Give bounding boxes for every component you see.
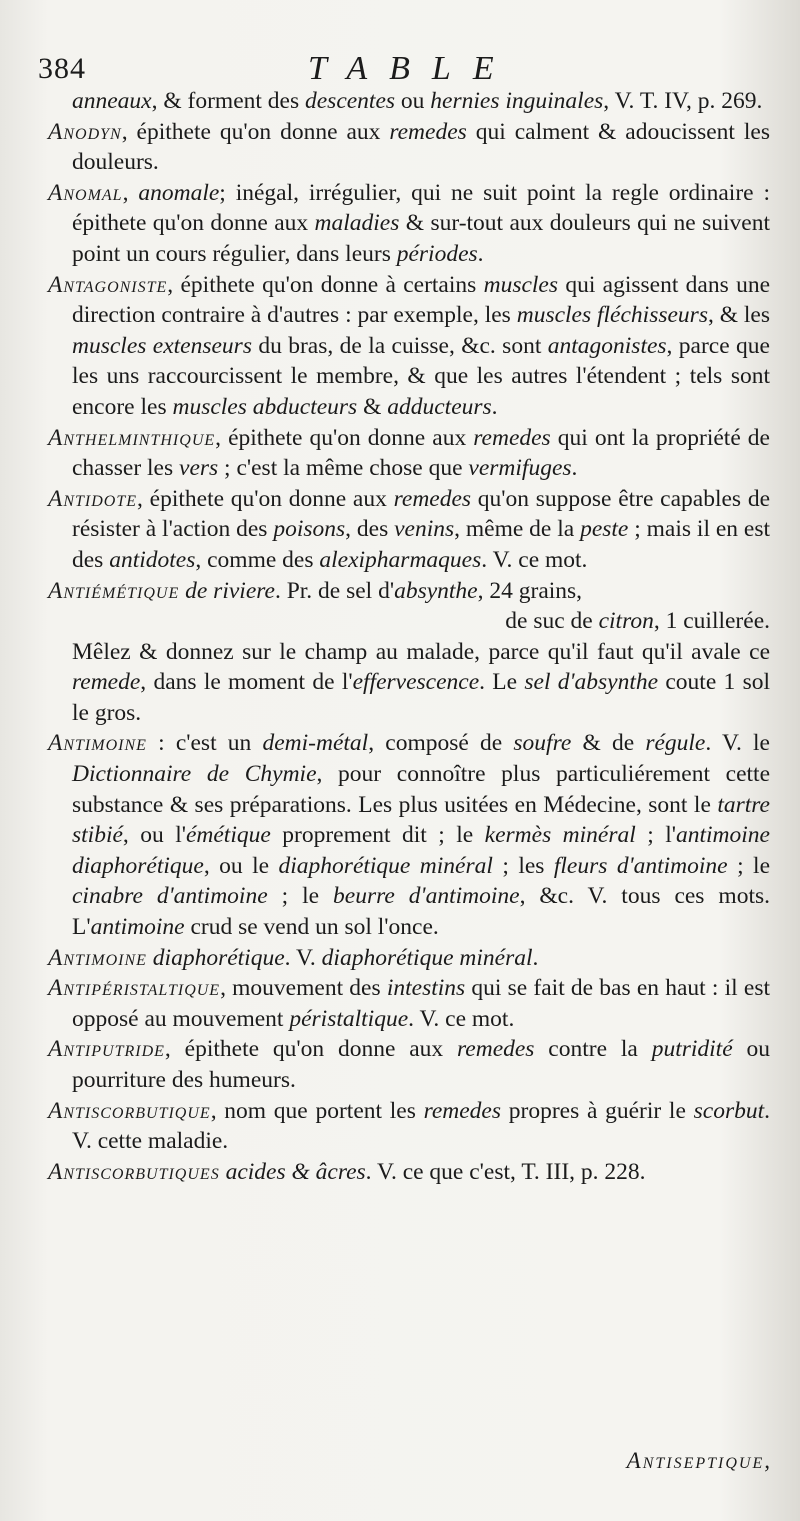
page-number: 384 bbox=[38, 52, 86, 85]
italic-term: soufre bbox=[513, 730, 572, 757]
entry-text: , V. T. IV, p. 269. bbox=[603, 88, 763, 114]
entry-text: & de bbox=[571, 730, 646, 757]
italic-term: anneaux bbox=[72, 88, 152, 114]
italic-term: émétique bbox=[185, 822, 271, 849]
italic-term: antimoine diaphorétique bbox=[72, 822, 770, 879]
entry-text: ; l' bbox=[635, 822, 676, 849]
dictionary-entry bbox=[48, 576, 770, 607]
entry-text: . bbox=[571, 455, 578, 482]
entry-text: . V. ce mot. bbox=[408, 1005, 515, 1032]
italic-term: muscles abducteurs bbox=[172, 393, 358, 420]
entry-text: contre la bbox=[534, 1036, 652, 1063]
dictionary-entry bbox=[48, 423, 770, 484]
dictionary-entry bbox=[48, 943, 770, 974]
entry-text: , épithete qu'on donne aux bbox=[121, 118, 390, 145]
dictionary-entry bbox=[48, 1034, 770, 1095]
italic-term: régule bbox=[645, 730, 706, 757]
entry-text: & bbox=[357, 393, 388, 420]
italic-term: alexipharmaques bbox=[319, 546, 482, 573]
italic-term: remede bbox=[72, 669, 141, 696]
italic-term: fleurs d'antimoine bbox=[553, 852, 728, 879]
dictionary-entry bbox=[48, 86, 770, 117]
entry-text: Mêlez & donnez sur le champ au malade, parce qu'il faut qu'il avale ce bbox=[72, 638, 770, 665]
headword: Anomal bbox=[48, 179, 123, 206]
headword: Antiputride bbox=[48, 1036, 165, 1063]
entry-text: . Le bbox=[479, 669, 525, 696]
headword: Antagoniste bbox=[48, 271, 168, 298]
entry-text: , pour connoître plus particuliérement cette substance & ses préparations. Les plus usitées en Médecine, sont le bbox=[72, 761, 771, 818]
italic-term: diaphorétique minéral bbox=[278, 852, 493, 879]
italic-term: remedes bbox=[473, 424, 551, 451]
italic-term: anomale bbox=[138, 179, 220, 206]
entry-text: proprement dit ; le bbox=[270, 822, 485, 849]
dictionary-entry bbox=[48, 117, 770, 178]
entry-text: crud se vend un sol l'once. bbox=[184, 914, 439, 941]
entry-text: qu'on suppose être capables de résister à l'action des bbox=[72, 485, 770, 543]
italic-term: vermifuges bbox=[468, 455, 572, 482]
entry-text: propres à guérir le bbox=[501, 1097, 694, 1124]
entry-text: . Pr. de sel d' bbox=[274, 577, 395, 604]
headword: Anthelminthique bbox=[48, 424, 216, 451]
headword: Antiscorbutique bbox=[48, 1097, 211, 1124]
headword: Antiémétique bbox=[48, 577, 180, 604]
entry-text: ; inégal, irrégulier, qui ne suit point la regle ordinaire : épithete qu'on donne aux bbox=[72, 179, 771, 237]
italic-term: de riviere bbox=[185, 577, 275, 604]
entry-text: , épithete qu'on donne aux bbox=[137, 485, 394, 512]
italic-term: muscles fléchisseurs bbox=[516, 302, 708, 329]
headword: Antimoine bbox=[48, 944, 147, 971]
italic-term: kermès minéral bbox=[484, 822, 636, 849]
entry-text: , parce que les uns raccourcissent le membre, & que les autres l'étendent ; tels sont encore les bbox=[72, 332, 770, 420]
entry-text: , &c. V. tous ces mots. L' bbox=[72, 883, 770, 941]
italic-term: descentes bbox=[305, 88, 396, 114]
headword: Antimoine bbox=[48, 730, 147, 757]
entry-text: qui ont la propriété de chasser les bbox=[72, 424, 770, 482]
entry-text: . V. bbox=[284, 944, 322, 971]
italic-term: antagonistes bbox=[547, 332, 667, 359]
italic-term: demi-métal bbox=[262, 730, 369, 757]
italic-term: beurre d'antimoine bbox=[333, 883, 520, 910]
italic-term: adducteurs bbox=[387, 393, 492, 420]
entry-text: qui agissent dans une direction contraire à d'autres : par exemple, les bbox=[72, 271, 770, 329]
body-text bbox=[48, 86, 770, 1187]
entry-text: . V. le bbox=[705, 730, 770, 757]
headword: Antiscorbutiques bbox=[48, 1158, 220, 1185]
italic-term: périodes bbox=[396, 240, 478, 267]
entry-text: qui se fait de bas en haut : il est opposé au mouvement bbox=[72, 975, 770, 1032]
entry-text: ; les bbox=[492, 852, 554, 879]
entry-text: , épithete qu'on donne aux bbox=[215, 424, 474, 451]
entry-text: , 1 cuillerée. bbox=[653, 608, 770, 635]
entry-text: , mouvement des bbox=[220, 975, 387, 1002]
entry-text: , épithete qu'on donne à certains bbox=[167, 271, 484, 298]
entry-text: ou pourriture des humeurs. bbox=[72, 1036, 770, 1093]
entry-text: , nom que portent les bbox=[210, 1097, 424, 1124]
entry-text: , ou le bbox=[203, 852, 279, 879]
entry-text: . V. cette maladie. bbox=[72, 1097, 770, 1155]
entry-text: de suc de bbox=[505, 608, 599, 635]
italic-term: diaphorétique minéral bbox=[321, 944, 533, 971]
dictionary-entry bbox=[48, 270, 770, 423]
entry-text: ; le bbox=[267, 883, 334, 910]
entry-text: du bras, de la cuisse, &c. sont bbox=[251, 332, 548, 359]
italic-term: diaphorétique bbox=[152, 944, 285, 971]
entry-text: ; mais il en est des bbox=[72, 516, 771, 573]
entry-text: . bbox=[491, 393, 498, 420]
italic-term: scorbut bbox=[693, 1097, 765, 1124]
headword: Antipéristaltique bbox=[48, 975, 221, 1002]
entry-text: , comme des bbox=[195, 546, 320, 573]
dictionary-entry bbox=[48, 1096, 770, 1157]
entry-text: & sur-tout aux douleurs qui ne suivent point un cours régulier, dans leurs bbox=[72, 210, 770, 267]
headword: Antidote bbox=[48, 485, 138, 512]
italic-term: tartre stibié bbox=[72, 791, 770, 849]
catchword: Antiseptique, bbox=[626, 1448, 772, 1473]
dictionary-entry bbox=[48, 178, 770, 270]
italic-term: poisons bbox=[273, 516, 346, 543]
entry-text: . bbox=[532, 944, 539, 971]
entry-text: , bbox=[122, 179, 139, 206]
entry-text: . bbox=[477, 240, 484, 267]
dictionary-entry bbox=[48, 637, 770, 729]
entry-text: : c'est un bbox=[146, 730, 263, 757]
running-header bbox=[38, 50, 778, 90]
italic-term: sel d'absynthe bbox=[524, 669, 659, 696]
italic-term: Dictionnaire de Chymie bbox=[72, 761, 317, 788]
italic-term: muscles bbox=[483, 271, 558, 298]
entry-text: , ou l' bbox=[122, 822, 186, 849]
italic-term: hernies inguinales bbox=[430, 88, 604, 114]
dictionary-entry bbox=[48, 484, 770, 576]
dictionary-entry bbox=[48, 728, 770, 942]
italic-term: venins bbox=[394, 516, 455, 543]
headword: Anodyn bbox=[48, 118, 122, 145]
italic-term: vers bbox=[179, 455, 219, 482]
entry-text: , & les bbox=[707, 302, 770, 329]
entry-text: , composé de bbox=[368, 730, 514, 757]
entry-text: ; le bbox=[727, 852, 770, 879]
italic-term: antidotes bbox=[109, 546, 196, 573]
entry-text: , & forment des bbox=[151, 88, 305, 114]
italic-term: muscles extenseurs bbox=[72, 332, 252, 359]
italic-term: maladies bbox=[314, 210, 400, 237]
entry-text: ou bbox=[395, 88, 431, 114]
dictionary-entry bbox=[48, 1157, 770, 1188]
entry-text: coute 1 sol le gros. bbox=[72, 669, 770, 726]
entry-text: , même de la bbox=[454, 516, 581, 543]
entry-text: , épithete qu'on donne aux bbox=[164, 1036, 458, 1063]
italic-term: cinabre d'antimoine bbox=[72, 883, 268, 910]
italic-term: antimoine bbox=[90, 914, 185, 941]
italic-term: putridité bbox=[651, 1036, 733, 1063]
dictionary-entry bbox=[48, 606, 770, 637]
entry-text: , 24 grains, bbox=[477, 577, 583, 604]
entry-text: qui calment & adoucissent les douleurs. bbox=[72, 118, 770, 176]
italic-term: remedes bbox=[393, 485, 472, 512]
entry-text: , dans le moment de l' bbox=[140, 669, 353, 696]
running-title: TABLE bbox=[308, 50, 516, 87]
italic-term: péristaltique bbox=[289, 1005, 409, 1032]
entry-text: . V. ce mot. bbox=[481, 546, 588, 573]
entry-text: , des bbox=[345, 516, 395, 543]
italic-term: absynthe bbox=[394, 577, 478, 604]
entry-text: . V. ce que c'est, T. III, p. 228. bbox=[365, 1158, 646, 1185]
entry-text: ; c'est la même chose que bbox=[218, 455, 469, 482]
italic-term: remedes bbox=[457, 1036, 535, 1063]
italic-term: intestins bbox=[386, 975, 466, 1002]
dictionary-entry bbox=[48, 973, 770, 1034]
italic-term: effervescence bbox=[352, 669, 480, 696]
italic-term: remedes bbox=[423, 1097, 502, 1124]
italic-term: remedes bbox=[389, 118, 467, 145]
italic-term: acides & âcres bbox=[225, 1158, 366, 1185]
italic-term: peste bbox=[580, 516, 629, 543]
italic-term: citron bbox=[598, 608, 654, 635]
